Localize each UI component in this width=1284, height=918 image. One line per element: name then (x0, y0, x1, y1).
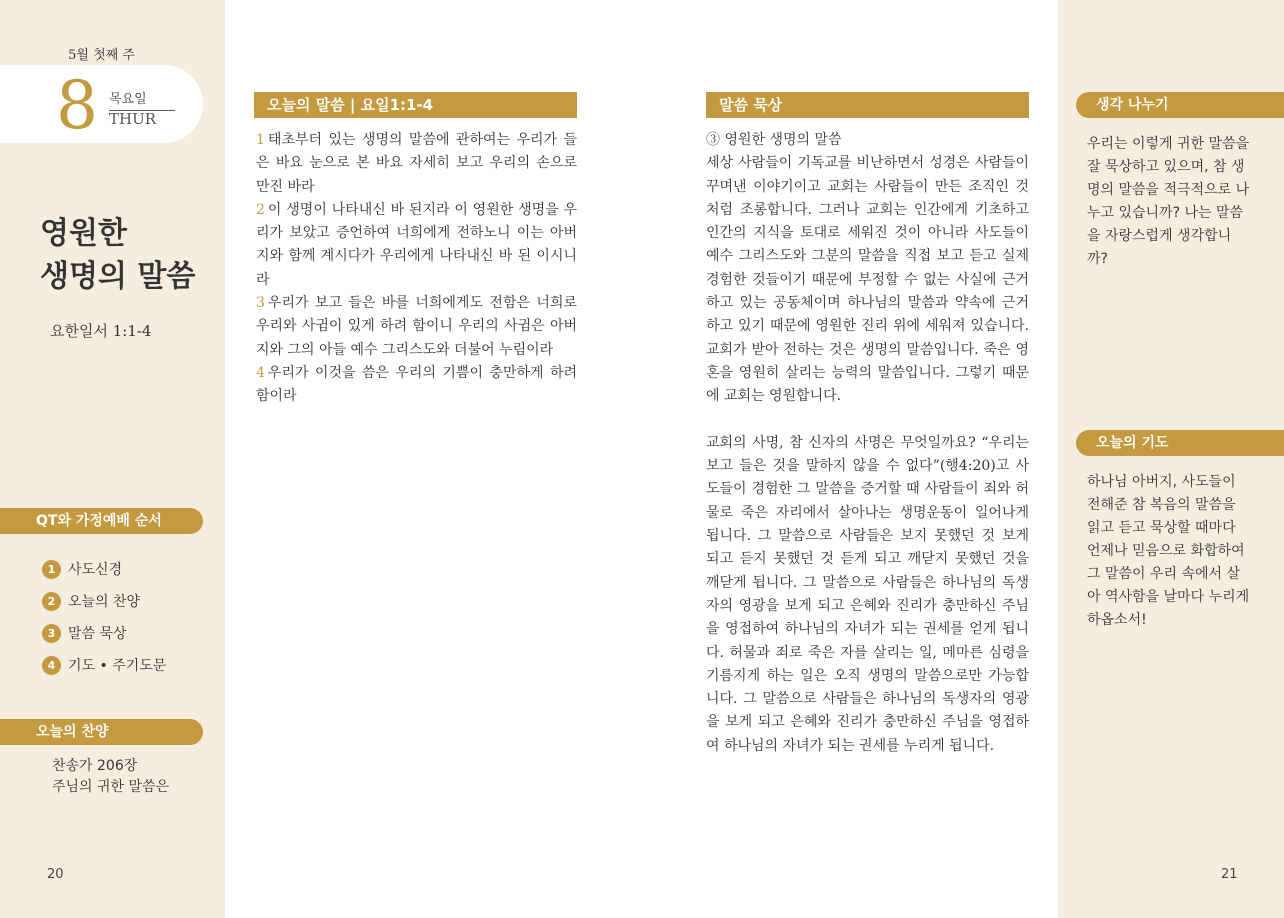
meditation-paragraph: 교회의 사명, 참 신자의 사명은 무엇일까요? “우리는 보고 들은 것을 말하지 않을 수 없다”(행4:20)고 사도들이 경험한 그 말씀을 증거할 때 사람들이 죄와 허물로 죽은 자리에서 살아나는 생명운동이 일어나게 됩니다. 그 말씀으로 사람들은 보지 못했던 것 보게 되고 듣지 못했던 것 듣게 되고 깨닫지 못했던 것을 깨닫게 됩니다. 그 말씀으로 사람들은 하나님의 독생자의 영광을 보게 되고 은혜와 진리가 충만하신 주님을 영접하여 하나님의 자녀가 되는 권세를 얻게 됩니다. 허물과 죄로 죽은 자를 살리는 일, 메마른 심령을 기름지게 하는 일은 오직 생명의 말씀으로만 가능합니다. 그 말씀으로 사람들은 하나님의 독생자의 영광을 보게 되고 은혜와 진리가 충만하신 주님을 영접하여 하나님의 자녀가 되는 권세를 누리게 됩니다. (706, 434, 1029, 754)
verse-text: 태초부터 있는 생명의 말씀에 관하여는 우리가 들은 바요 눈으로 본 바요 자세히 보고 우리의 손으로 만진 바라 (256, 132, 577, 195)
verse-text: 우리가 이것을 씀은 우리의 기쁨이 충만하게 하려 함이라 (256, 364, 577, 405)
share-text: 우리는 이렇게 귀한 말씀을 잘 묵상하고 있으며, 참 생명의 말씀을 적극적으로 나누고 있습니까? 나는 말씀을 자랑스럽게 생각합니까? (1087, 136, 1250, 267)
verse-text: 이 생명이 나타내신 바 된지라 이 영원한 생명을 우리가 보았고 증언하여 너희에게 전하노니 이는 아버지와 함께 계시다가 우리에게 나타내신 바 된 이시니라 (256, 201, 577, 288)
meditation-heading: 말씀 묵상 (706, 92, 1029, 118)
scripture-reference: 요한일서 1:1-4 (50, 322, 152, 340)
page-number-right: 21 (1221, 867, 1238, 882)
hymn-number: 찬송가 206장 (52, 758, 138, 774)
week-label: 5월 첫째 주 (68, 48, 135, 63)
order-item (42, 617, 166, 649)
verse-number: 1 (256, 132, 265, 148)
order-item-label: 기도 • 주기도문 (68, 658, 167, 674)
verse-number: 3 (256, 295, 265, 312)
order-item (42, 585, 166, 617)
number-badge-icon: 2 (42, 592, 61, 611)
day-english: THUR (109, 110, 157, 128)
order-item-label: 사도신경 (68, 562, 123, 578)
share-heading: 생각 나누기 (1076, 92, 1284, 118)
page-title: 영원한 생명의 말씀 (40, 216, 196, 294)
order-list (42, 553, 166, 681)
bible-verses (256, 129, 577, 409)
page-number-left: 20 (47, 867, 64, 882)
number-badge-icon: 4 (42, 656, 61, 675)
meditation-text: 세상 사람들이 기독교를 비난하면서 성경은 사람들이 꾸며낸 이야기이고 교회는 사람들이 만든 조직인 것처럼 조롱합니다. 그러나 교회는 인간에게 기초하고 인간의 지식을 토대로 세워진 것이 아니라 사도들이 예수 그리스도와 그분의 말씀을 직접 보고 듣고 실제 경험한 것들이기 때문에 부정할 수 없는 사실에 근거하고 있는 공동체이며 하나님의 말씀과 약속에 근거하고 있기 때문에 영원한 진리 위에 세워져 있습니다. 교회가 받아 전하는 것은 생명의 말씀입니다. 죽은 영혼을 영원히 살리는 능력의 말씀입니다. 그렇기 때문에 교회는 영원합니다. (706, 155, 1029, 405)
verse-text: 우리가 보고 들은 바를 너희에게도 전함은 너희로 우리와 사귐이 있게 하려 함이니 우리의 사귐은 아버지와 그의 아들 예수 그리스도와 더불어 누림이라 (256, 295, 577, 358)
verse-number: 2 (256, 201, 265, 218)
order-item-label: 오늘의 찬양 (68, 594, 141, 610)
hymn-title: 주님의 귀한 말씀은 (52, 779, 170, 795)
number-badge-icon: 1 (42, 560, 61, 579)
hymn-heading: 오늘의 찬양 (0, 719, 203, 745)
prayer-heading: 오늘의 기도 (1076, 430, 1284, 456)
meditation-body (706, 129, 1029, 758)
hymn-info (52, 756, 169, 798)
day-korean: 목요일 (109, 88, 175, 111)
verse-number: 4 (256, 364, 265, 381)
date-number: 8 (56, 67, 98, 144)
reading-heading: 오늘의 말씀 | 요일1:1-4 (254, 92, 577, 118)
meditation-subheading: ③ 영원한 생명의 말씀 (706, 132, 842, 148)
number-badge-icon: 3 (42, 624, 61, 643)
order-item-label: 말씀 묵상 (68, 626, 127, 642)
meditation-paragraph (706, 129, 1029, 409)
order-item (42, 649, 166, 681)
order-item (42, 553, 166, 585)
order-heading: QT와 가정예배 순서 (0, 508, 203, 534)
prayer-text: 하나님 아버지, 사도들이 전해준 참 복음의 말씀을 읽고 듣고 묵상할 때마다 언제나 믿음으로 화합하여 그 말씀이 우리 속에서 살아 역사함을 날마다 누리게 하옵소서! (1087, 474, 1250, 628)
